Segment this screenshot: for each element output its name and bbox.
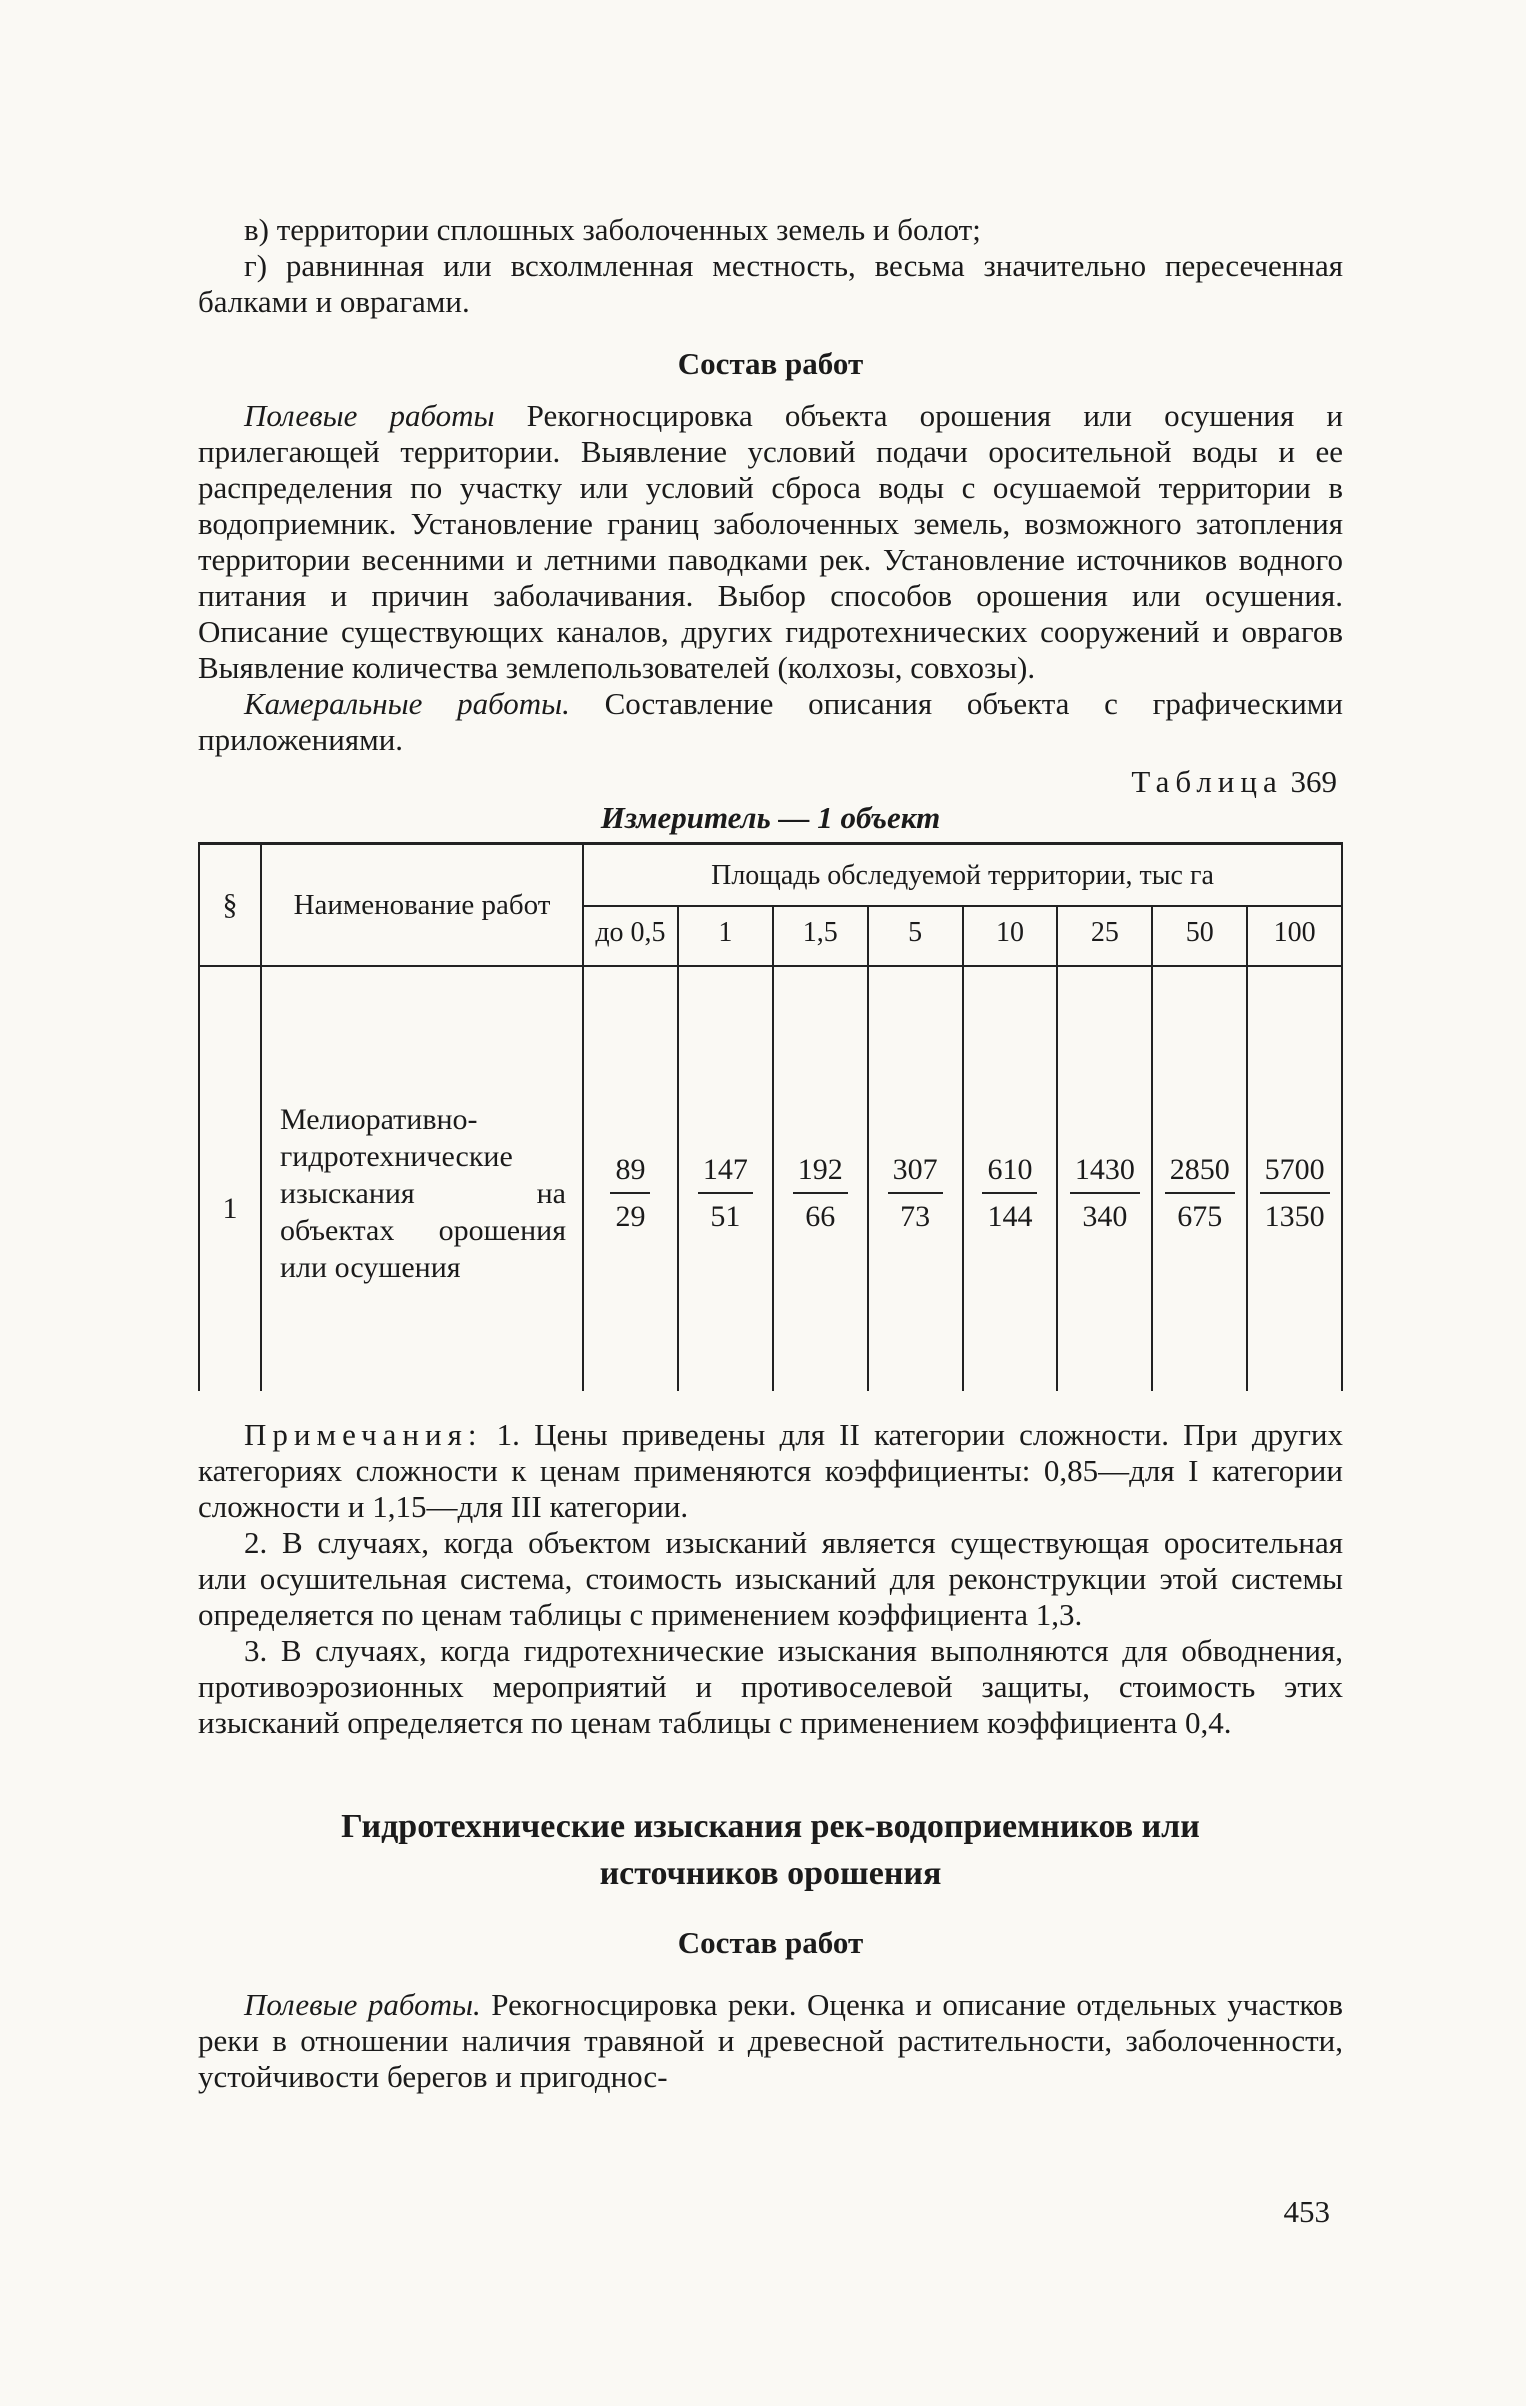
notes-block [198, 1417, 1343, 1741]
rate-numerator: 147 [698, 1152, 753, 1194]
rate-cell-7 [1247, 966, 1342, 1391]
rate-numerator: 307 [888, 1152, 943, 1194]
rate-fraction [1070, 1152, 1140, 1235]
note-2: 2. В случаях, когда объектом изысканий является существующая оросительная или осушительная система, стоимость изысканий для реконструкции этой системы определяется по ценам таблицы с применением коэффициента 1,3. [198, 1524, 1343, 1632]
lead-in-field-works-2: Полевые работы. [244, 1986, 481, 2022]
rate-denominator: 675 [1177, 1199, 1223, 1233]
rate-denominator: 29 [615, 1199, 646, 1233]
area-col-header-3: 5 [868, 906, 963, 966]
list-item-v: в) территории сплошных заболоченных земель и болот; [244, 212, 981, 247]
page-number: 453 [1283, 2194, 1330, 2229]
rate-cell-3 [868, 966, 963, 1391]
rate-fraction [1260, 1152, 1330, 1235]
rate-cell-5 [1057, 966, 1152, 1391]
table-caption-label: Таблица [1131, 764, 1283, 799]
lead-in-field-works: Полевые работы [244, 398, 495, 433]
paragraph-office-works [198, 686, 1343, 758]
section-heading-hydrotechnical-surveys: Гидротехнические изыскания рек-водоприемников или источников орошения [341, 1807, 1200, 1892]
rate-numerator: 89 [610, 1152, 650, 1194]
table-measure-line: Измеритель — 1 объект [600, 800, 941, 835]
column-header-work-name: Наименование работ [261, 844, 583, 966]
notes-label: Примечания: [244, 1416, 483, 1452]
note-text: 1. Цены приведены для II категории сложности. При других категориях сложности к ценам применяются коэффициенты: 0,85—для I категории сложности и 1,15—для III категории. [198, 1416, 1343, 1524]
rates-table [198, 842, 1343, 1391]
rate-numerator: 192 [793, 1152, 848, 1194]
row-work-name: Мелиоративно-гидротехнические изыскания на объектах орошения или осушения [261, 966, 583, 1391]
rate-cell-0 [583, 966, 678, 1391]
table-caption-number: 369 [1290, 764, 1337, 799]
rate-denominator: 66 [805, 1199, 836, 1233]
list-item-g: г) равнинная или всхолмленная местность, весьма значительно пересеченная балками и оврагами. [198, 248, 1343, 319]
area-col-header-6: 50 [1152, 906, 1247, 966]
rate-numerator: 5700 [1260, 1152, 1330, 1194]
area-col-header-5: 25 [1057, 906, 1152, 966]
area-col-header-2: 1,5 [773, 906, 868, 966]
lead-in-office-works: Камеральные работы. [244, 686, 570, 721]
row-paragraph-number: 1 [199, 966, 261, 1391]
area-col-header-1: 1 [678, 906, 773, 966]
rate-cell-4 [963, 966, 1058, 1391]
rate-cell-6 [1152, 966, 1247, 1391]
table-header-row-1 [199, 844, 1342, 906]
rate-denominator: 144 [987, 1199, 1033, 1233]
area-col-header-0: до 0,5 [583, 906, 678, 966]
column-header-paragraph-sign: § [199, 844, 261, 966]
rate-cell-1 [678, 966, 773, 1391]
paragraph-text: Рекогносцировка объекта орошения или осушения и прилегающей территории. Выявление условий подачи оросительной воды и ее распределения по участку или условий сброса воды с осушаемой территории в водоприемник. Установление границ заболоченных земель, возможного затопления территории весенними и летними паводками рек. Установление источников водного питания и причин заболачивания. Выбор способов орошения или осушения. Описание существующих каналов, других гидротехнических сооружений и оврагов Выявление количества землепользователей (колхозы, совхозы). [198, 398, 1343, 685]
area-col-header-7: 100 [1247, 906, 1342, 966]
rate-denominator: 1350 [1264, 1199, 1325, 1233]
rate-denominator: 73 [900, 1199, 931, 1233]
area-col-header-4: 10 [963, 906, 1058, 966]
note-1 [198, 1417, 1343, 1525]
section-heading-sostav-rabot: Состав работ [677, 346, 864, 381]
rate-fraction [610, 1152, 650, 1235]
rate-fraction [793, 1152, 848, 1235]
column-group-header-area: Площадь обследуемой территории, тыс га [583, 844, 1342, 906]
rate-fraction [1165, 1152, 1235, 1235]
rate-fraction [888, 1152, 943, 1235]
rate-fraction [982, 1152, 1037, 1235]
rate-denominator: 51 [710, 1199, 741, 1233]
paragraph-field-works [198, 398, 1343, 686]
paragraph-field-works-2 [198, 1987, 1343, 2095]
rate-numerator: 610 [982, 1152, 1037, 1194]
rate-numerator: 2850 [1165, 1152, 1235, 1194]
section-heading-sostav-rabot-2: Состав работ [677, 1924, 864, 1960]
note-3: 3. В случаях, когда гидротехнические изыскания выполняются для обводнения, противоэрозионных мероприятий и противоселевой защиты, стоимость этих изысканий определяется по ценам таблицы с применением коэффициента 0,4. [198, 1632, 1343, 1740]
rate-numerator: 1430 [1070, 1152, 1140, 1194]
rate-fraction [698, 1152, 753, 1235]
table-row [199, 966, 1342, 1391]
paragraph-text: Рекогносцировка реки. Оценка и описание отдельных участков реки в отношении наличия травяной и древесной растительности, заболоченности, устойчивости берегов и пригоднос- [198, 1986, 1343, 2094]
rate-cell-2 [773, 966, 868, 1391]
paragraph-text: Составление описания объекта с графическими приложениями. [198, 686, 1343, 757]
rate-denominator: 340 [1082, 1199, 1128, 1233]
table-caption [198, 764, 1343, 800]
